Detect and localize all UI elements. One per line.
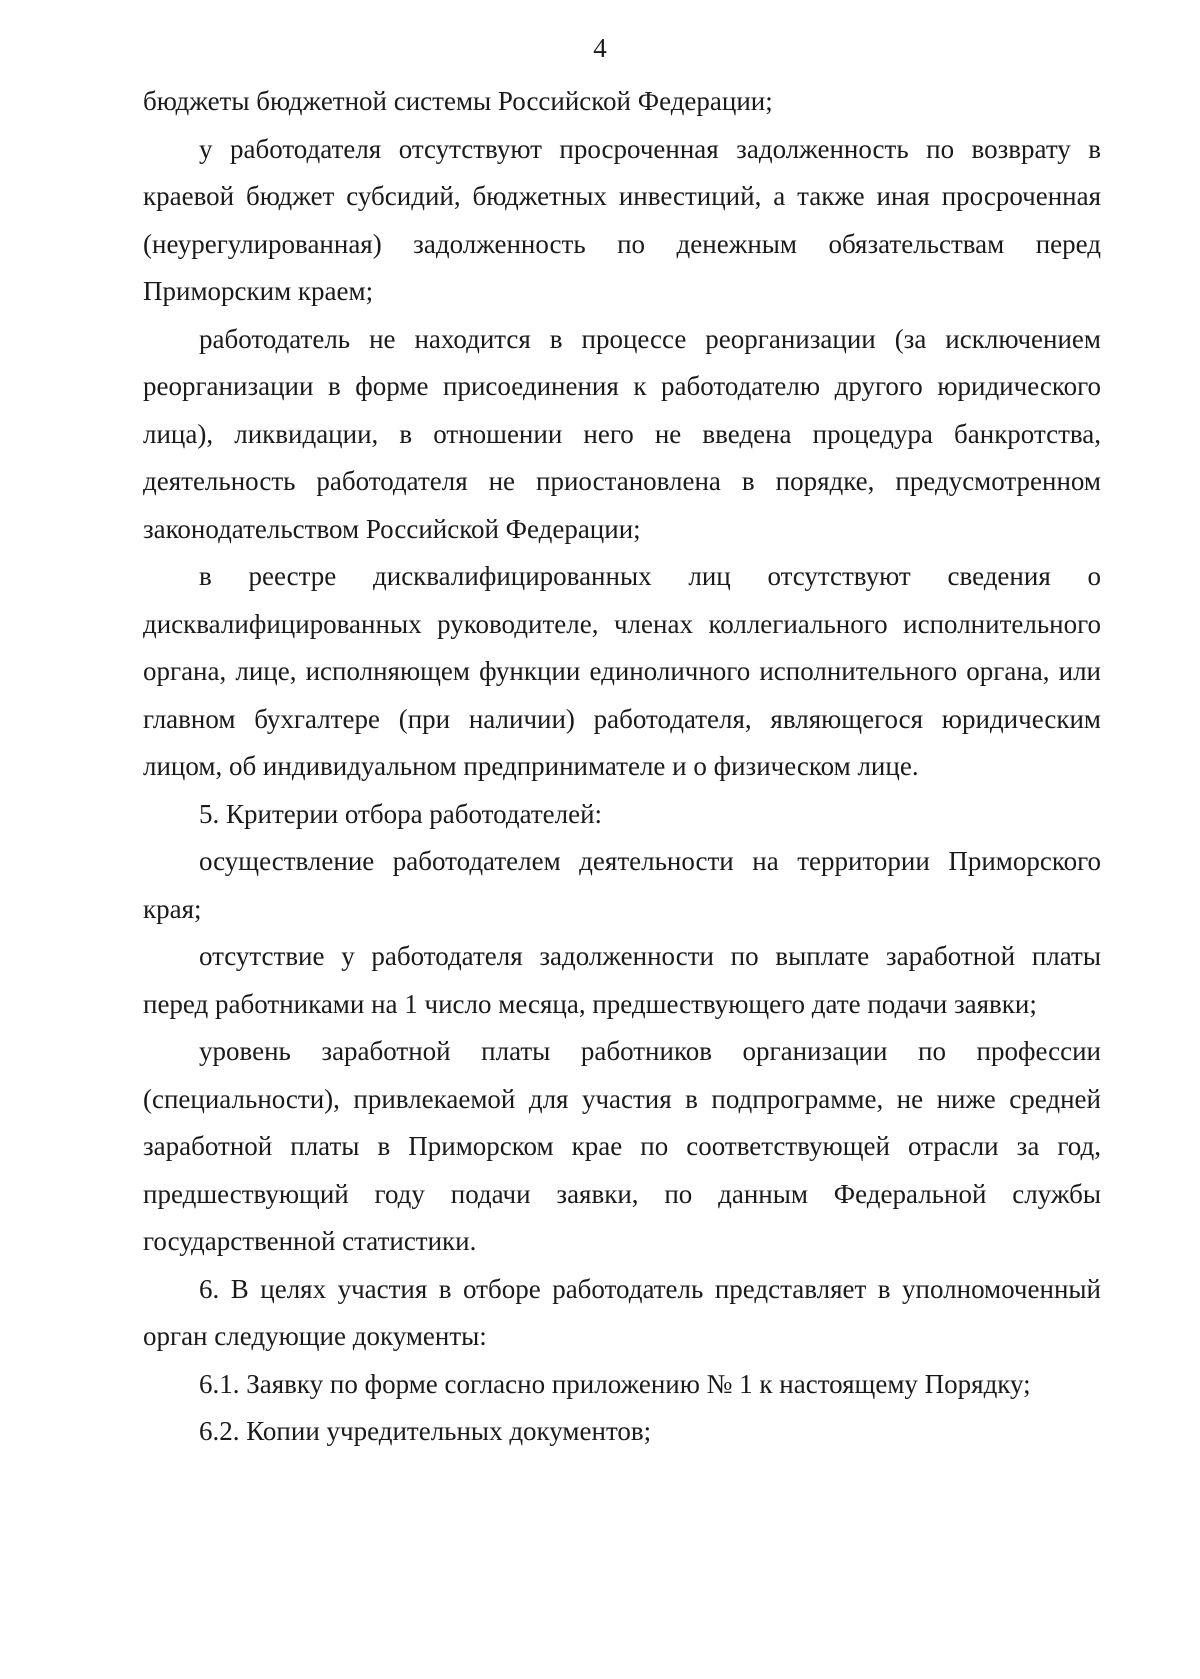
document-body	[143, 78, 1101, 1456]
paragraph-disqualified-registry: в реестре дисквалифицированных лиц отсутствуют сведения о дисквалифицированных руководителе, членах коллегиального исполнительного органа, лице, исполняющем функции единоличного исполнительного органа, или главном бухгалтере (при наличии) работодателя, являющегося юридическим лицом, об индивидуальном предпринимателе и о физическом лице.	[143, 561, 1101, 781]
paragraph-no-overdue-debt: у работодателя отсутствуют просроченная задолженность по возврату в краевой бюджет субсидий, бюджетных инвестиций, а также иная просроченная (неурегулированная) задолженность по денежным обязательствам перед Приморским краем;	[143, 133, 1101, 306]
paragraph-no-reorganization: работодатель не находится в процессе реорганизации (за исключением реорганизации в форме присоединения к работодателю другого юридического лица), ликвидации, в отношении него не введена процедура банкротства, деятельность работодателя не приостановлена в порядке, предусмотренном законодательством Российской Федерации;	[143, 323, 1101, 544]
item-6-2: 6.2. Копии учредительных документов;	[199, 1416, 652, 1446]
paragraph-territory: осуществление работодателем деятельности на территории Приморского края;	[143, 846, 1101, 924]
paragraph-salary-level: уровень заработной платы работников организации по профессии (специальности), привлекаемой для участия в подпрограмме, не ниже средней заработной платы в Приморском крае по соответствующей отрасли за год, предшествующий году подачи заявки, по данным Федеральной службы государственной статистики.	[143, 1036, 1101, 1256]
section-5-heading: 5. Критерии отбора работодателей:	[199, 798, 603, 829]
paragraph-continuation: бюджеты бюджетной системы Российской Федерации;	[143, 86, 773, 116]
paragraph-no-salary-debt: отсутствие у работодателя задолженности по выплате заработной платы перед работниками на 1 число месяца, предшествующего дате подачи заявки;	[143, 941, 1101, 1019]
section-6-heading: 6. В целях участия в отборе работодатель представляет в уполномоченный орган следующие документы:	[143, 1273, 1101, 1351]
item-6-1: 6.1. Заявку по форме согласно приложению № 1 к настоящему Порядку;	[199, 1368, 1031, 1399]
page-number: 4	[593, 33, 607, 63]
